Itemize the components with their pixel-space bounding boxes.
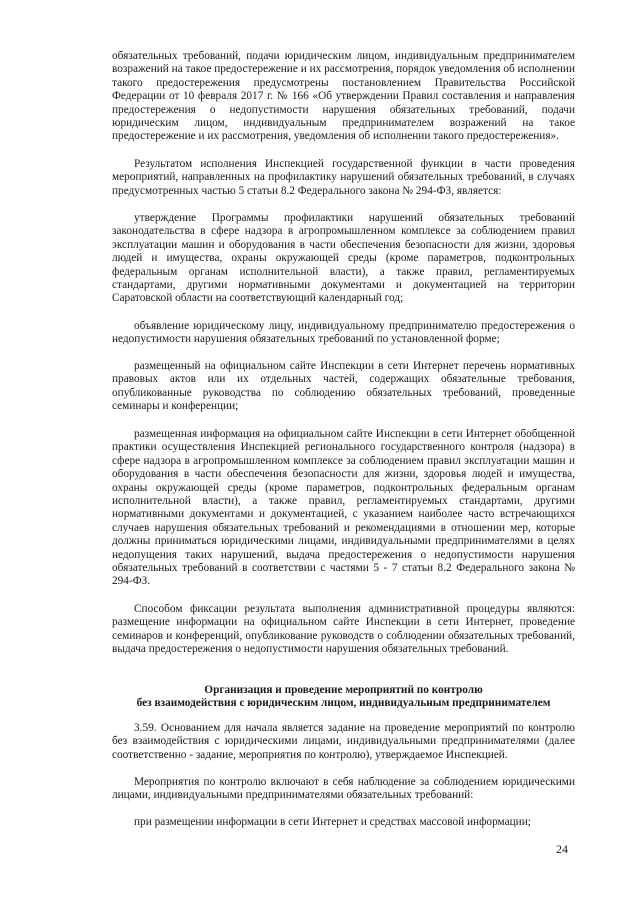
paragraph-6: размещенная информация на официальном сайте Инспекции в сети Интернет обобщенной практики осуществления Инспекцией регионального государственного контроля (надзора) в сфере надзора в агропромышленном комплексе за соблюдением правил эксплуатации машин и оборудования в части обеспечения безопасности для жизни, здоровья людей и имущества, охраны окружающей среды (кроме параметров, подконтрольных федеральным органам исполнительной власти), а также правил, регламентируемых стандартами, другими нормативными документами и документацией, с указанием наиболее часто встречающихся случаев нарушения обязательных требований и рекомендациями в отношении мер, которые должны приниматься юридическими лицами, индивидуальными предпринимателями в целях недопущения таких нарушений, выдача предостережения о недопустимости нарушения обязательных требований в соответствии с частями 5 - 7 статьи 8.2 Федерального закона № 294-ФЗ. (112, 428, 575, 588)
paragraph-2: Результатом исполнения Инспекцией государственной функции в части проведения мероприятий, направленных на профилактику нарушений обязательных требований, в случаях предусмотренных частью 5 статьи 8.2 Федерального закона № 294-ФЗ, является: (112, 158, 575, 197)
paragraph-1: обязательных требований, подачи юридическим лицом, индивидуальным предпринимателем возражений на такое предостережение и их рассмотрения, порядок уведомления об исполнении такого предостережения предусмотрены постановлением Правительства Российской Федерации от 10 февраля 2017 г. № 166 «Об утверждении Правил составления и направления предостережения о недопустимости нарушения обязательных требований, подачи юридическим лицом, индивидуальным предпринимателем возражений на такое предостережение и их рассмотрения, уведомления об исполнении такого предостережения». (112, 50, 575, 143)
paragraph-8: 3.59. Основанием для начала является задание на проведение мероприятий по контролю без взаимодействия с юридическими лицами, индивидуальными предпринимателями (далее соответственно - задание, мероприятия по контролю), утверждаемое Инспекцией. (112, 722, 575, 761)
paragraph-3: утверждение Программы профилактики нарушений обязательных требований законодательства в сфере надзора в агропромышленном комплексе за соблюдением правил эксплуатации машин и оборудования в части обеспечения безопасности для жизни, здоровья людей и имущества, охраны окружающей среды (кроме параметров, подконтрольных федеральным органам исполнительной власти), а также правил, регламентируемых стандартами, другими нормативными документами и документацией на территории Саратовской области на соответствующий календарный год; (112, 212, 575, 305)
paragraph-9: Мероприятия по контролю включают в себя наблюдение за соблюдением юридическими лицами, индивидуальными предпринимателями обязательных требований: (112, 776, 575, 802)
page-number: 24 (556, 842, 568, 856)
paragraph-5: размещенный на официальном сайте Инспекции в сети Интернет перечень нормативных правовых актов или их отдельных частей, содержащих обязательные требования, опубликованные руководства по соблюдению обязательных требований, проведенные семинары и конференции; (112, 360, 575, 413)
paragraph-4: объявление юридическому лицу, индивидуальному предпринимателю предостережения о недопустимости нарушения обязательных требований по установленной форме; (112, 320, 575, 346)
paragraph-7: Способом фиксации результата выполнения административной процедуры являются: размещение информации на официальном сайте Инспекции в сети Интернет, проведение семинаров и конференций, опубликование руководств о соблюдении обязательных требований, выдача предостережения о недопустимости нарушения обязательных требований. (112, 603, 575, 656)
section-heading (112, 684, 575, 711)
section-heading-line-1: Организация и проведение мероприятий по контролю (204, 684, 483, 696)
section-heading-line-2: без взаимодействия с юридическим лицом, индивидуальным предпринимателем (136, 697, 551, 710)
paragraph-10: при размещении информации в сети Интернет и средствах массовой информации; (134, 816, 531, 828)
